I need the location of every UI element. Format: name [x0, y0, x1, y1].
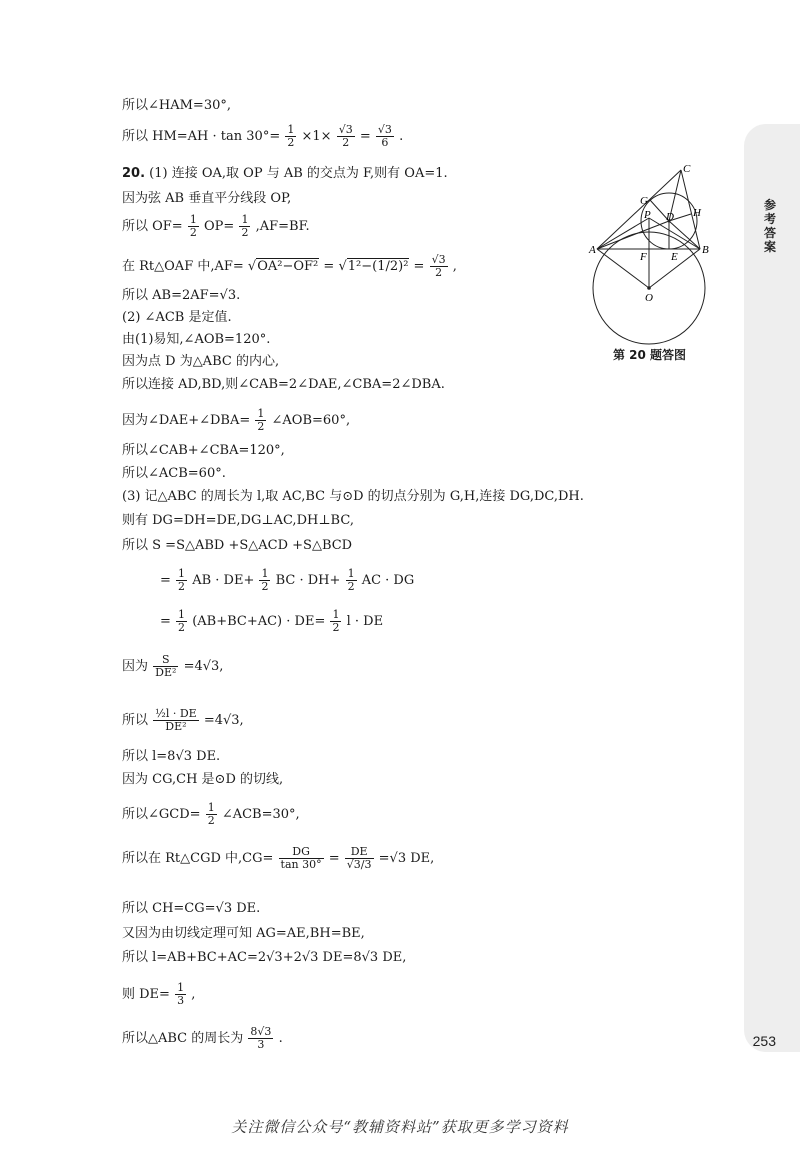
fraction: [255, 408, 266, 433]
denominator: 2: [178, 621, 186, 634]
text-line: [122, 802, 300, 827]
figure-caption: 第 20 题答图: [613, 348, 687, 362]
numerator: 1: [261, 567, 269, 580]
text-segment: 所以在 Rt△CGD 中,CG=: [122, 851, 274, 866]
label-h: H: [693, 207, 701, 219]
text-line: 所以 l=AB+BC+AC=2√3+2√3 DE=8√3 DE,: [122, 950, 407, 965]
label-a: A: [589, 244, 596, 256]
denominator: 2: [261, 580, 269, 593]
fraction: [175, 982, 186, 1007]
text-line: 所以∠HAM=30°,: [122, 98, 231, 113]
text-segment: 因为: [122, 659, 149, 674]
text-line: [122, 166, 448, 182]
text-segment: ,: [191, 987, 196, 1002]
text-segment: 所以: [122, 713, 149, 728]
fraction: [259, 568, 270, 593]
text-segment: .: [278, 1031, 283, 1046]
text-segment: 因为∠DAE+∠DBA=: [122, 413, 251, 428]
radicand: OA²−OF²: [257, 259, 319, 274]
text-line: [122, 654, 223, 679]
numerator: 1: [287, 123, 295, 136]
fraction: [346, 568, 357, 593]
denominator: 2: [189, 226, 197, 239]
label-f: F: [640, 251, 647, 263]
fraction: [376, 124, 394, 149]
segment-ac: [597, 170, 681, 249]
text-segment: ,: [452, 259, 457, 274]
fraction: [153, 654, 178, 679]
denominator: DE²: [165, 720, 187, 733]
text-line: 所以连接 AD,BD,则∠CAB=2∠DAE,∠CBA=2∠DBA.: [122, 377, 445, 392]
fraction: [248, 1026, 273, 1051]
text-line: 所以 S =S△ABD +S△ACD +S△BCD: [122, 538, 353, 553]
segment-ap: [597, 218, 649, 249]
denominator: 2: [342, 136, 350, 149]
text-line: [122, 982, 195, 1007]
text-segment: ∠ACB=30°,: [221, 807, 300, 822]
geometry-figure: [580, 160, 720, 345]
numerator: 1: [332, 608, 340, 621]
page-number: 253: [752, 1033, 776, 1049]
radicand: 1²−(1/2)²: [347, 259, 409, 274]
denominator: 2: [347, 580, 355, 593]
text-line: [160, 568, 414, 593]
text-line: 又因为由切线定理可知 AG=AE,BH=BE,: [122, 926, 365, 941]
fraction: [206, 802, 217, 827]
text-line: [122, 408, 350, 433]
numerator: 1: [189, 213, 197, 226]
numerator: 8√3: [250, 1025, 272, 1038]
denominator: 6: [381, 136, 389, 149]
text-segment: =: [323, 259, 335, 274]
denominator: √3/3: [346, 858, 372, 871]
text-line: [160, 609, 383, 634]
label-o: O: [645, 292, 653, 304]
text-segment: 所以∠GCD=: [122, 807, 201, 822]
numerator: 1: [207, 801, 215, 814]
side-tab-label: 参考答案: [763, 198, 776, 254]
text-line: 所以 l=8√3 DE.: [122, 749, 221, 764]
numerator: 1: [347, 567, 355, 580]
text-segment: .: [399, 129, 404, 144]
denominator: 2: [435, 266, 443, 279]
square-root: √OA²−OF²: [247, 259, 319, 274]
text-line: 因为弦 AB 垂直平分线段 OP,: [122, 191, 292, 206]
label-c: C: [683, 163, 691, 175]
text-segment: =: [160, 614, 171, 629]
denominator: tan 30°: [280, 858, 322, 871]
text-line: 则有 DG=DH=DE,DG⊥AC,DH⊥BC,: [122, 513, 354, 528]
label-g: G: [640, 195, 648, 207]
label-b: B: [702, 244, 709, 256]
fraction: [337, 124, 355, 149]
side-tab: [744, 124, 800, 1052]
label-p: P: [644, 209, 651, 221]
text-segment: l · DE: [346, 614, 384, 629]
text-line: [122, 708, 244, 733]
square-root: √1²−(1/2)²: [338, 259, 409, 274]
text-segment: 所以 HM=AH · tan 30°=: [122, 129, 281, 144]
text-segment: 所以△ABC 的周长为: [122, 1031, 244, 1046]
denominator: 2: [207, 814, 215, 827]
text-segment: ,AF=BF.: [255, 219, 310, 234]
fraction: [188, 214, 199, 239]
point-o: [647, 286, 651, 290]
fraction: [279, 846, 324, 871]
fraction: [345, 846, 374, 871]
segment-ad: [597, 221, 669, 249]
text-segment: 在 Rt△OAF 中,AF=: [122, 259, 244, 274]
numerator: ½l · DE: [155, 707, 197, 720]
numerator: 1: [178, 567, 186, 580]
text-line: 由(1)易知,∠AOB=120°.: [122, 332, 271, 347]
text-segment: (1) 连接 OA,取 OP 与 AB 的交点为 F,则有 OA=1.: [149, 166, 448, 181]
denominator: 2: [241, 226, 249, 239]
numerator: 1: [257, 407, 265, 420]
text-segment: =4√3,: [203, 713, 244, 728]
footer-text: 关注微信公众号“教辅资料站”获取更多学习资料: [231, 1118, 569, 1136]
numerator: 1: [178, 608, 186, 621]
text-segment: =: [359, 129, 371, 144]
text-line: (2) ∠ACB 是定值.: [122, 310, 232, 325]
fraction: [285, 124, 296, 149]
text-segment: AB · DE+: [192, 573, 255, 588]
text-segment: =4√3,: [183, 659, 224, 674]
fraction: [430, 254, 448, 279]
segment-bp: [649, 218, 700, 249]
text-segment: =: [328, 851, 340, 866]
fraction: [176, 568, 187, 593]
numerator: √3: [338, 123, 353, 136]
text-segment: =: [413, 259, 425, 274]
denominator: DE²: [155, 666, 177, 679]
numerator: 1: [241, 213, 249, 226]
denominator: 2: [287, 136, 295, 149]
text-segment: =√3 DE,: [378, 851, 435, 866]
text-line: 因为点 D 为△ABC 的内心,: [122, 354, 280, 369]
text-line: [122, 214, 310, 239]
numerator: 1: [177, 981, 185, 994]
numerator: S: [153, 654, 178, 667]
fraction: [330, 609, 341, 634]
text-line: [122, 254, 457, 279]
label-d: D: [666, 211, 674, 223]
fraction: [153, 708, 199, 733]
denominator: 3: [257, 1038, 265, 1051]
numerator: DG: [279, 846, 324, 859]
text-line: [122, 1026, 283, 1051]
text-line: (3) 记△ABC 的周长为 l,取 AC,BC 与⊙D 的切点分别为 G,H,连接 DG,DC,DH.: [122, 489, 584, 504]
text-line: [122, 124, 403, 149]
numerator: DE: [345, 846, 374, 859]
numerator: √3: [377, 123, 392, 136]
denominator: 3: [177, 994, 185, 1007]
label-e: E: [671, 251, 678, 263]
text-line: 所以∠ACB=60°.: [122, 466, 226, 481]
fraction: [176, 609, 187, 634]
text-segment: (AB+BC+AC) · DE=: [192, 614, 326, 629]
numerator: √3: [431, 253, 446, 266]
fraction: [239, 214, 250, 239]
text-line: 所以 CH=CG=√3 DE.: [122, 901, 261, 916]
text-line: 因为 CG,CH 是⊙D 的切线,: [122, 772, 284, 787]
text-line: [122, 846, 434, 871]
text-segment: 所以 OF=: [122, 219, 183, 234]
text-segment: 则 DE=: [122, 987, 170, 1002]
text-segment: ∠AOB=60°,: [271, 413, 351, 428]
text-segment: AC · DG: [361, 573, 415, 588]
text-segment: BC · DH+: [275, 573, 341, 588]
text-segment: ×1×: [301, 129, 332, 144]
text-line: 所以 AB=2AF=√3.: [122, 288, 241, 303]
text-segment: OP=: [203, 219, 235, 234]
denominator: 2: [332, 621, 340, 634]
denominator: 2: [178, 580, 186, 593]
text-line: 所以∠CAB+∠CBA=120°,: [122, 443, 285, 458]
question-number: 20.: [122, 166, 146, 181]
text-segment: =: [160, 573, 171, 588]
denominator: 2: [257, 420, 265, 433]
